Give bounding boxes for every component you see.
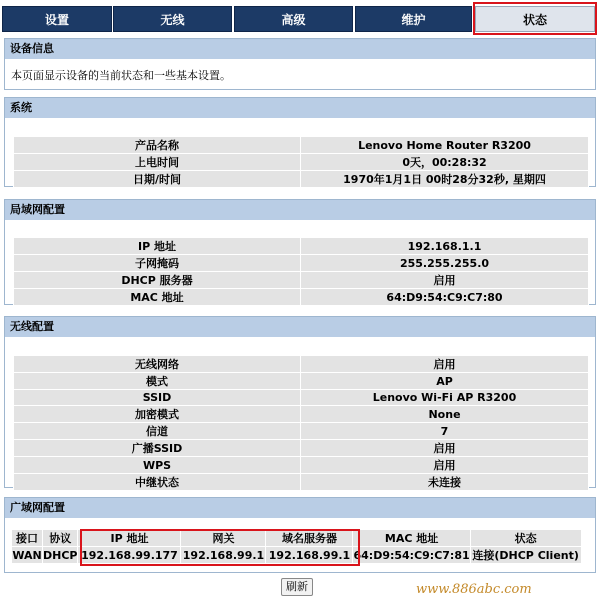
table-row	[14, 238, 589, 255]
wireless-ssid-label: SSID	[14, 390, 301, 406]
table-row	[14, 440, 589, 457]
wireless-section	[4, 316, 596, 488]
wireless-encryption-label: 加密模式	[14, 406, 301, 423]
tab-settings[interactable]: 设置	[2, 6, 112, 32]
wireless-network-label: 无线网络	[14, 356, 301, 373]
table-row	[14, 154, 589, 171]
device-info-description: 本页面显示设备的当前状态和一些基本设置。	[11, 69, 231, 82]
system-section	[4, 97, 596, 187]
wan-mac: 64:D9:54:C9:C7:81	[353, 548, 470, 562]
table-row	[14, 423, 589, 440]
wireless-wps-label: WPS	[14, 457, 301, 474]
wan-protocol: DHCP	[43, 548, 78, 562]
table-row	[14, 289, 589, 306]
datetime-label: 日期/时间	[14, 171, 301, 188]
table-row	[14, 406, 589, 423]
lan-mac-value: 64:D9:54:C9:C7:80	[301, 289, 589, 306]
wan-highlight-box	[80, 529, 360, 566]
table-row	[14, 373, 589, 390]
device-info-section	[4, 38, 596, 90]
lan-mask-label: 子网掩码	[14, 255, 301, 272]
wireless-title: 无线配置	[5, 317, 595, 337]
wireless-wps-value: 启用	[301, 457, 589, 474]
active-tab-highlight	[473, 2, 597, 35]
lan-mask-value: 255.255.255.0	[301, 255, 589, 272]
lan-dhcp-value: 启用	[301, 272, 589, 289]
table-row	[14, 272, 589, 289]
tab-wireless[interactable]: 无线	[113, 6, 232, 32]
system-title: 系统	[5, 98, 595, 118]
refresh-button[interactable]: 刷新	[281, 578, 313, 596]
wan-header-ip: IP 地址	[78, 530, 181, 547]
lan-ip-label: IP 地址	[14, 238, 301, 255]
datetime-value: 1970年1月1日 00时28分32秒, 星期四	[301, 171, 589, 188]
wireless-repeater-label: 中继状态	[14, 474, 301, 491]
wan-header-dns: 域名服务器	[266, 530, 353, 547]
wireless-mode-value: AP	[301, 373, 589, 390]
device-info-title: 设备信息	[5, 39, 595, 59]
lan-section	[4, 199, 596, 305]
table-row	[14, 171, 589, 188]
wireless-repeater-value: 未连接	[301, 474, 589, 491]
wan-ip: 192.168.99.177	[78, 547, 181, 564]
system-table	[13, 136, 589, 188]
product-name-value: Lenovo Home Router R3200	[301, 137, 589, 154]
wan-status: 连接(DHCP Client)	[470, 547, 581, 564]
lan-ip-value: 192.168.1.1	[301, 238, 589, 255]
wan-gateway: 192.168.99.1	[182, 548, 265, 562]
wireless-channel-value: 7	[301, 423, 589, 440]
wan-header-gateway: 网关	[181, 530, 266, 547]
lan-mac-label: MAC 地址	[14, 289, 301, 306]
wan-section	[4, 497, 596, 573]
wan-dns: 192.168.99.1	[266, 547, 353, 564]
wan-header-status: 状态	[470, 530, 581, 547]
wan-header-protocol: 协议	[43, 530, 78, 547]
wan-header-mac: MAC 地址	[353, 530, 470, 547]
wireless-mode-label: 模式	[14, 373, 301, 390]
wireless-table	[13, 355, 589, 491]
product-name-label: 产品名称	[14, 137, 301, 154]
wireless-channel-label: 信道	[14, 423, 301, 440]
tab-advanced[interactable]: 高级	[234, 6, 353, 32]
table-row	[14, 390, 589, 406]
watermark-text: www.886abc.com	[416, 582, 532, 597]
wireless-broadcast-label: 广播SSID	[14, 440, 301, 457]
wireless-ssid-value: Lenovo Wi-Fi AP R3200	[301, 390, 589, 406]
lan-table	[13, 237, 589, 306]
uptime-value: 0天，00:28:32	[301, 154, 589, 171]
wan-header-interface: 接口	[12, 530, 43, 547]
table-row	[14, 137, 589, 154]
table-row	[14, 356, 589, 373]
tab-status[interactable]: 状态	[475, 6, 595, 32]
wireless-broadcast-value: 启用	[301, 440, 589, 457]
table-row	[14, 474, 589, 491]
uptime-label: 上电时间	[14, 154, 301, 171]
table-row	[14, 457, 589, 474]
tab-maintenance[interactable]: 维护	[355, 6, 472, 32]
wireless-encryption-value: None	[301, 406, 589, 423]
top-nav	[0, 0, 600, 36]
wireless-network-value: 启用	[301, 356, 589, 373]
wan-title: 广域网配置	[5, 498, 595, 518]
lan-title: 局域网配置	[5, 200, 595, 220]
table-row	[14, 255, 589, 272]
wan-interface: WAN	[12, 548, 42, 562]
lan-dhcp-label: DHCP 服务器	[14, 272, 301, 289]
